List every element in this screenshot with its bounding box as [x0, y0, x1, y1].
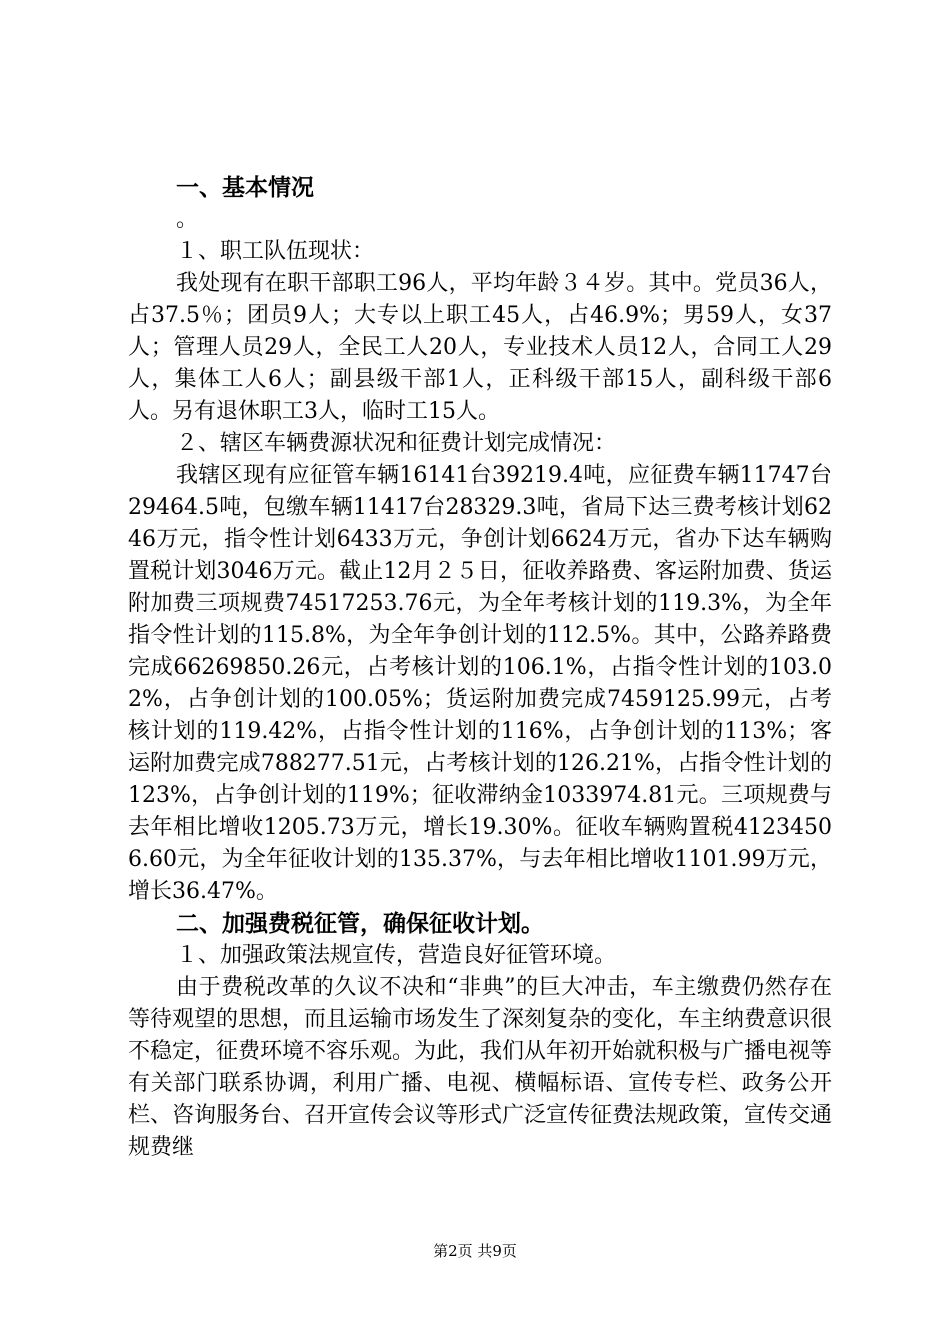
- subheading-staff-status: １、职工队伍现状：: [176, 239, 375, 264]
- paragraph-staff-details: 我处现有在职干部职工96人，平均年龄３４岁。其中。党员36人，占37.5％；团员9人；大专以上职工45人，占46.9%；男59人，女37人；管理人员29人，全民工人20人，专业技术人员12人，合同工人29人，集体工人6人；副县级干部1人，正科级干部15人，副科级干部6人。另有退休职工3人，临时工15人。: [128, 271, 832, 424]
- paragraph-dot: 。: [176, 207, 199, 232]
- paragraph-fee-collection: 我辖区现有应征管车辆16141台39219.4吨，应征费车辆11747台29464.5吨，包缴车辆11417台28329.3吨，省局下达三费考核计划6246万元，指令性计划6433万元，争创计划6624万元，省办下达车辆购置税计划3046万元。截止12月２５日，征收养路费、客运附加费、货运附加费三项规费74517253.76元，为全年考核计划的119.3%，为全年指令性计划的115.8%，为全年争创计划的112.5%。其中，公路养路费完成66269850.26元，占考核计划的106.1%，占指令性计划的103.02%，占争创计划的100.05%；货运附加费完成7459125.99元，占考核计划的119.42%，占指令性计划的116%，占争创计划的113%；客运附加费完成788277.51元，占考核计划的126.21%，占指令性计划的123%，占争创计划的119%；征收滞纳金1033974.81元。三项规费与去年相比增收1205.73万元，增长19.30%。征收车辆购置税41234506.60元，为全年征收计划的135.37%，与去年相比增收1101.99万元，增长36.47%。: [128, 463, 832, 904]
- paragraph-publicity-details: 由于费税改革的久议不决和“非典”的巨大冲击，车主缴费仍然存在等待观望的思想，而且运输市场发生了深刻复杂的变化，车主纳费意识很不稳定，征费环境不容乐观。为此，我们从年初开始就积极与广播电视等有关部门联系协调，利用广播、电视、横幅标语、宣传专栏、政务公开栏、咨询服务台、召开宣传会议等形式广泛宣传征费法规政策，宣传交通规费继: [128, 975, 833, 1160]
- document-body: [128, 172, 832, 1164]
- subheading-vehicle-fees: ２、辖区车辆费源状况和征费计划完成情况：: [176, 431, 617, 456]
- page-footer: 第2页 共9页: [433, 1242, 517, 1260]
- section-heading-basic-situation: 一、基本情况: [176, 175, 314, 201]
- section-heading-tax-management: 二、加强费税征管，确保征收计划。: [176, 911, 544, 937]
- subheading-policy-publicity: １、加强政策法规宣传，营造良好征管环境。: [176, 943, 617, 968]
